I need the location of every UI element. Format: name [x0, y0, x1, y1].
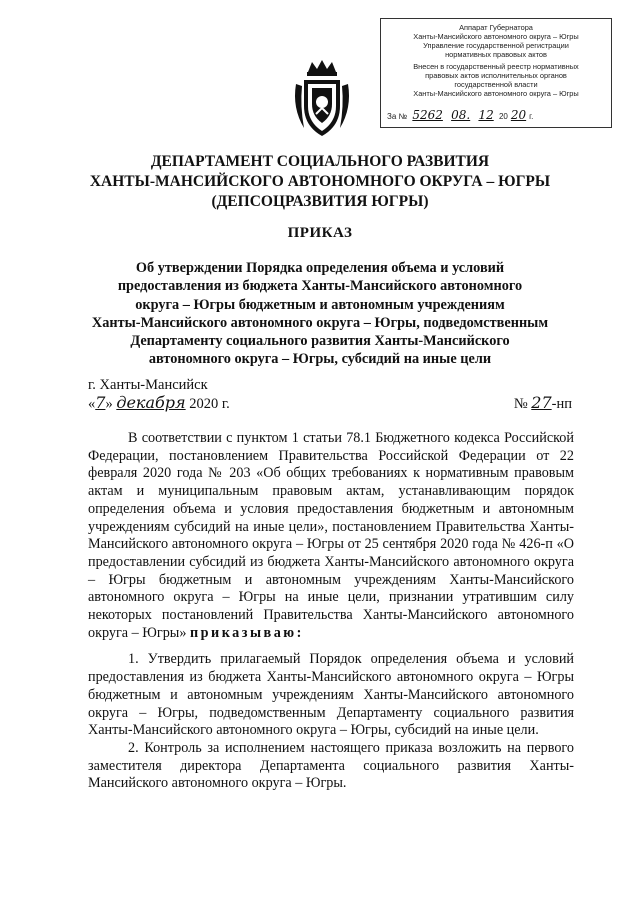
stamp-reg-year-suffix: 20 [510, 108, 527, 122]
stamp-block-office [385, 23, 607, 59]
subject-line: округа – Югры бюджетным и автономным учреждениям [135, 296, 505, 313]
order-day: 7 [95, 393, 106, 412]
order-number-prefix: № [513, 396, 528, 412]
stamp-line: нормативных правовых актов [445, 50, 547, 59]
subject-line: предоставления из бюджета Ханты-Мансийского автономного [117, 278, 523, 295]
coat-of-arms-icon [290, 58, 354, 140]
quote-open: « [88, 396, 96, 412]
subject-line: автономного округа – Югры, субсидий на иные цели [148, 351, 492, 368]
subject-line: Об утверждении Порядка определения объема и условий [135, 260, 505, 276]
order-number-value: 27 [531, 393, 552, 412]
order-month: декабря [116, 393, 186, 412]
department-header [60, 152, 580, 212]
stamp-line: Управление государственной регистрации [423, 41, 569, 50]
preamble-text: В соответствии с пунктом 1 статьи 78.1 Бюджетного кодекса Российской Федерации, постановлением Правительства Российской Федерации от 22 февраля 2020 года № 203 «Об общих требованиях к нормативным правовым актам и муниципальным правовым актам, устанавливающим порядок определения объема и условия предоставления бюджетным и автономным учреждениям субсидий на иные цели», постановлением Правительства Ханты-Мансийского автономного округа – Югры от 25 сентября 2020 года № 426-п «О предоставлении субсидий из бюджета Ханты-Мансийского автономного округа – Югры бюджетным и автономным учреждениям Ханты-Мансийского автономного округа – Югры на иные цели, признании утратившим силу некоторых постановлений Правительства Ханты-Мансийского автономного округа – Югры» [88, 430, 574, 641]
order-subject [80, 259, 560, 369]
order-year: 2020 г. [189, 396, 230, 412]
body-paragraph: 1. Утвердить прилагаемый Порядок определения объема и условий предоставления из бюджета Ханты-Мансийского автономного округа – Югры бюджетным и автономным учреждениям Ханты-Мансийского автономного округа – Югры, подведомственным Департаменту социального развития Ханты-Мансийского автономного округа – Югры, субсидий на иные цели. [88, 651, 574, 739]
subject-line: Департаменту социального развития Ханты-Мансийского [130, 333, 510, 350]
stamp-line: Аппарат Губернатора [459, 23, 533, 32]
body-paragraph [88, 430, 574, 642]
quote-close: » [105, 396, 113, 412]
order-date [88, 393, 230, 413]
order-directive: приказываю: [189, 624, 304, 641]
body-paragraph: 2. Контроль за исполнением настоящего приказа возложить на первого заместителя директора Департамента социального развития Ханты-Мансийского автономного округа – Югры. [88, 739, 574, 792]
dept-line: ХАНТЫ-МАНСИЙСКОГО АВТОНОМНОГО ОКРУГА – ЮГРЫ [89, 173, 551, 190]
stamp-reg-year-end: г. [529, 112, 534, 121]
registration-stamp [380, 18, 612, 128]
city-name: г. Ханты-Мансийск [88, 377, 208, 393]
stamp-line: государственной власти [454, 80, 538, 89]
stamp-reg-number: 5262 [412, 108, 443, 122]
stamp-line: правовых актов исполнительных органов [425, 71, 567, 80]
stamp-block-registry [385, 62, 607, 98]
stamp-reg-month: 12 [478, 108, 494, 122]
order-body [88, 430, 574, 793]
stamp-reg-year-prefix: 20 [498, 112, 508, 121]
stamp-line: Внесен в государственный реестр нормативных [413, 62, 579, 71]
stamp-reg-prefix: За № [387, 112, 408, 121]
stamp-line: Ханты-Мансийского автономного округа – Югры [413, 89, 579, 98]
dept-line: (ДЕПСОЦРАЗВИТИЯ ЮГРЫ) [211, 193, 429, 210]
stamp-reg-day: 08. [451, 108, 471, 122]
dept-line: ДЕПАРТАМЕНТ СОЦИАЛЬНОГО РАЗВИТИЯ [150, 153, 490, 170]
stamp-registration-line [387, 108, 605, 122]
subject-line: Ханты-Мансийского автономного округа – Югры, подведомственным [91, 314, 549, 331]
order-number [514, 393, 572, 413]
stamp-line: Ханты-Мансийского автономного округа – Югры [413, 32, 579, 41]
order-number-suffix: -нп [551, 396, 572, 412]
order-title: ПРИКАЗ [287, 225, 353, 241]
